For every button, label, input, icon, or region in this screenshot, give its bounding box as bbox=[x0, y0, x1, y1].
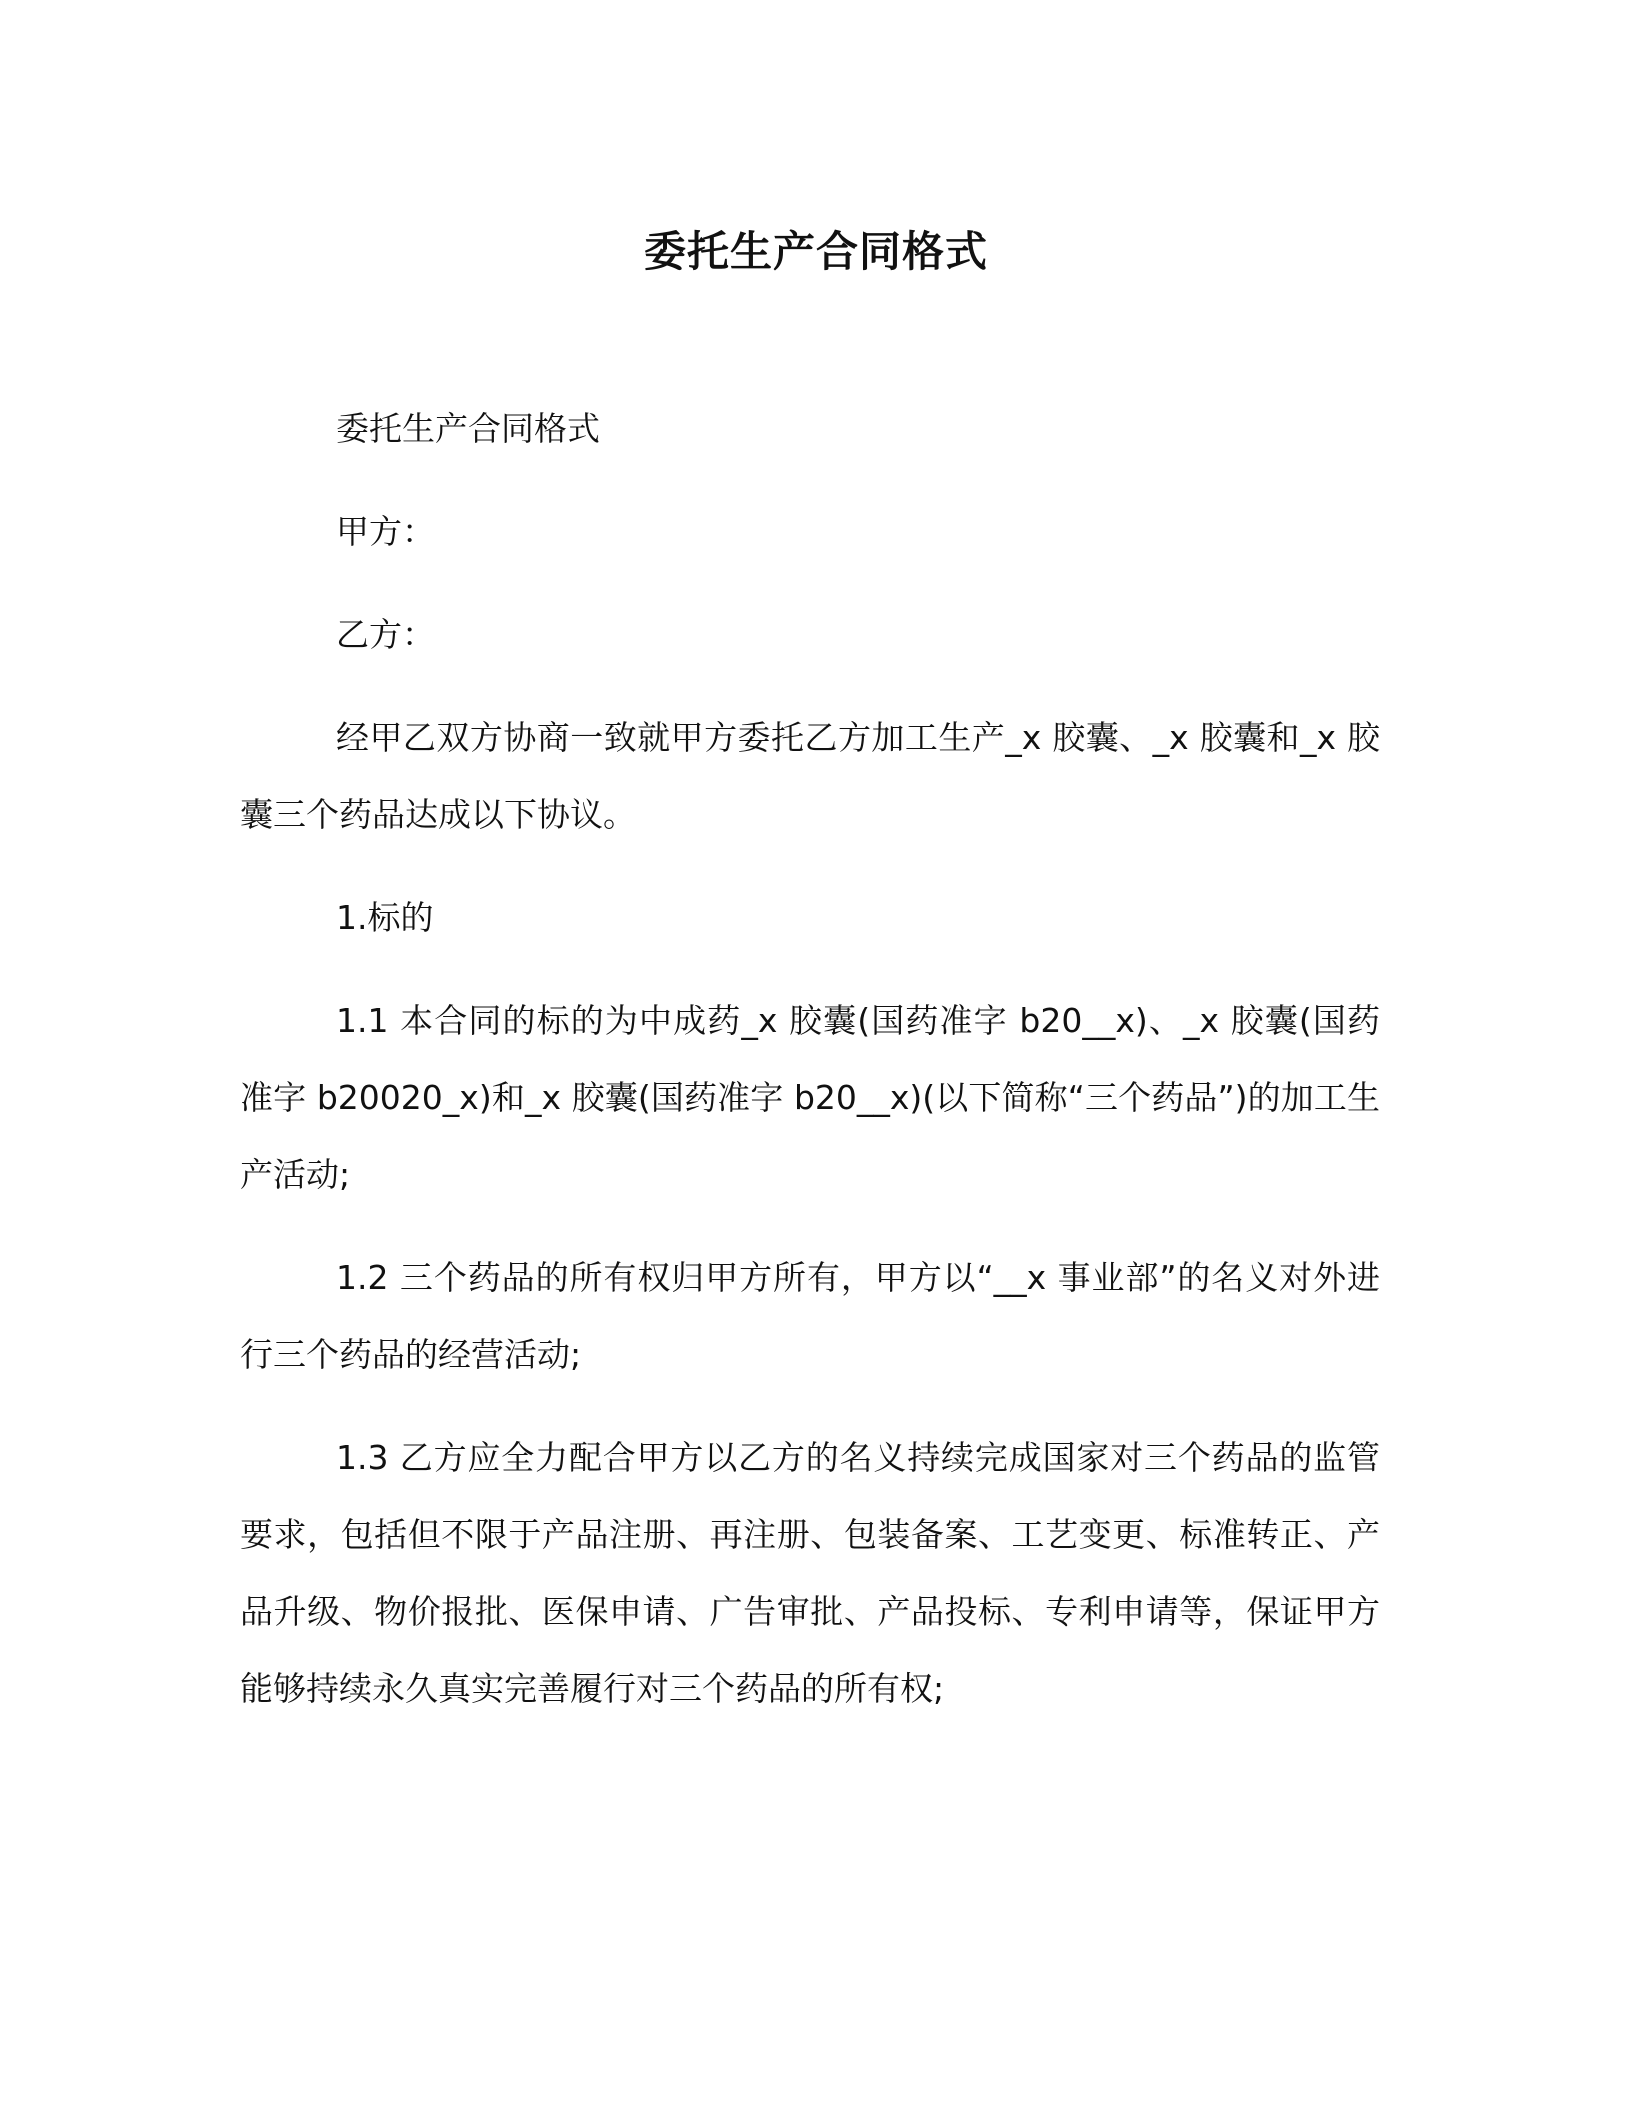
clause-1-1-paragraph: 1.1 本合同的标的为中成药_x 胶囊(国药准字 b20__x)、_x 胶囊(国药准字 b20020_x)和_x 胶囊(国药准字 b20__x)(以下简称“三个药品”)的加工生产活动; bbox=[240, 1001, 1380, 1194]
document-title: 委托生产合同格式 bbox=[643, 227, 988, 276]
clause-1-3-paragraph: 1.3 乙方应全力配合甲方以乙方的名义持续完成国家对三个药品的监管要求，包括但不限于产品注册、再注册、包装备案、工艺变更、标准转正、产品升级、物价报批、医保申请、广告审批、产品投标、专利申请等，保证甲方能够持续永久真实完善履行对三个药品的所有权; bbox=[240, 1438, 1380, 1708]
agreement-intro-paragraph: 经甲乙双方协商一致就甲方委托乙方加工生产_x 胶囊、_x 胶囊和_x 胶囊三个药品达成以下协议。 bbox=[240, 718, 1380, 834]
section-1-heading: 1.标的 bbox=[336, 898, 434, 937]
document-body bbox=[240, 390, 1380, 1753]
clause-1-2-paragraph: 1.2 三个药品的所有权归甲方所有，甲方以“__x 事业部”的名义对外进行三个药品的经营活动; bbox=[240, 1258, 1380, 1374]
party-a-line: 甲方： bbox=[336, 512, 435, 551]
heading-paragraph: 委托生产合同格式 bbox=[336, 409, 600, 448]
party-b-line: 乙方： bbox=[336, 615, 435, 654]
